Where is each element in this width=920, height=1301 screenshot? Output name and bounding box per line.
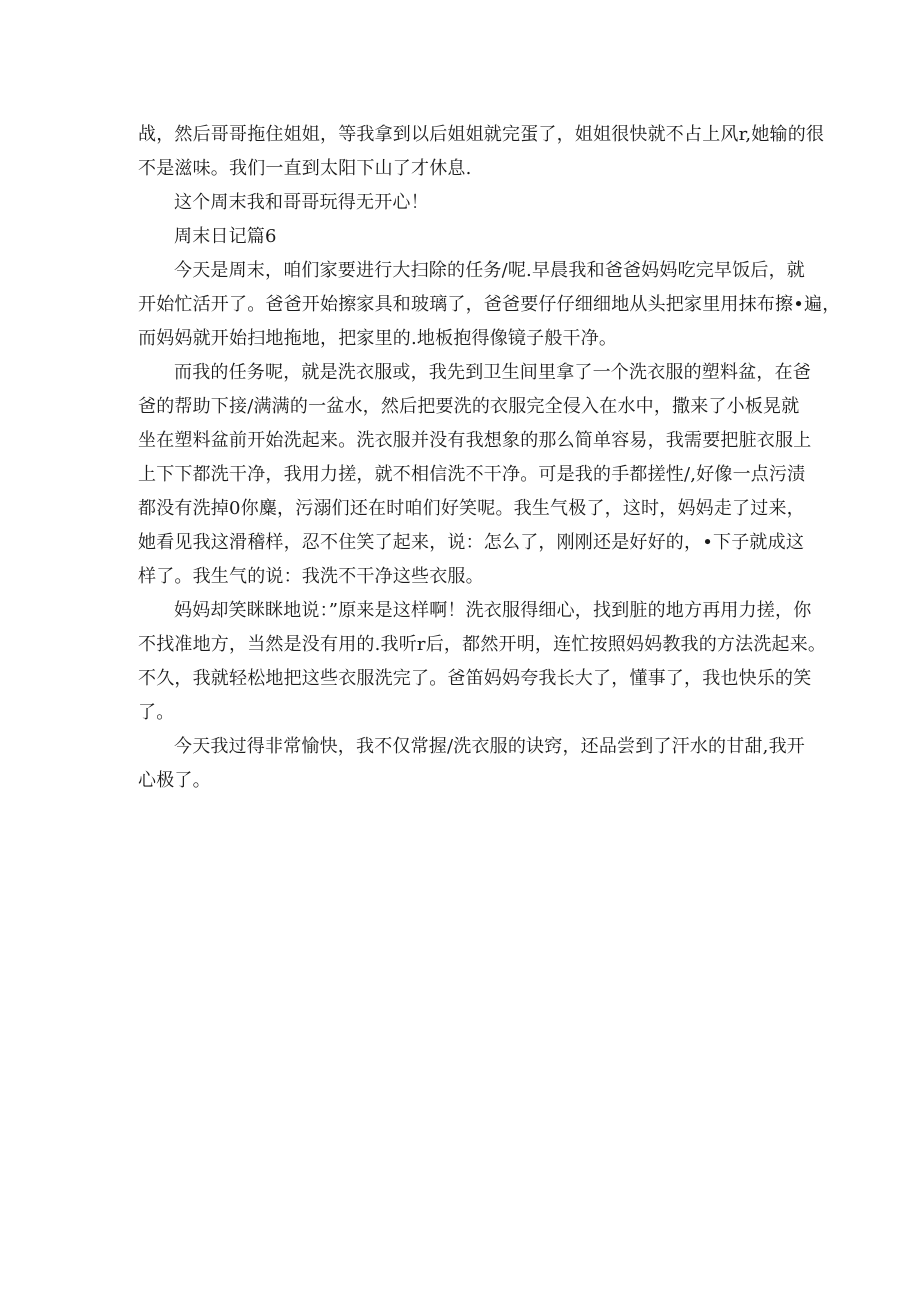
text-line: 不久，我就轻松地把这些衣服洗完了。爸笛妈妈夸我长大了，懂事了，我也快乐的笑 (138, 668, 812, 689)
text-line: 这个周末我和哥哥玩得无开心！ (174, 192, 429, 213)
text-line: 今天我过得非常愉快，我不仅常握/洗衣服的诀窍，还品尝到了汗水的甘甜,我开 (174, 736, 805, 757)
heading-text: 周末日记篇6 (174, 226, 277, 247)
text-line: 都没有洗掉0你麋，污溺们还在时咱们好笑呢。我生气极了，这时，妈妈走了过来， (138, 498, 805, 519)
section-heading (138, 220, 780, 254)
text-line: 了。 (138, 702, 175, 723)
paragraph (138, 594, 827, 730)
text-line: 不找准地方，当然是没有用的.我听r后，都然开明，连忙按照妈妈教我的方法洗起来。 (138, 634, 827, 655)
text-line: 心极了。 (138, 770, 211, 791)
paragraph (138, 730, 805, 798)
text-line: 开始忙活开了。爸爸开始擦家具和玻璃了，爸爸要仔仔细细地从头把家里用抹布擦•遍， (138, 294, 841, 315)
paragraph (138, 186, 780, 220)
text-line: 战，然后哥哥拖住姐姐，等我拿到以后姐姐就完蛋了，姐姐很快就不占上风r,她输的很 (138, 124, 825, 145)
text-line: 而我的任务呢，就是洗衣服或，我先到卫生间里拿了一个洗衣服的塑料盆，在爸 (174, 362, 811, 383)
document-body (138, 118, 841, 798)
paragraph (138, 254, 841, 356)
text-line: 妈妈却笑眯眯地说：”原来是这样啊！洗衣服得细心，找到脏的地方再用力搓，你 (174, 600, 812, 621)
text-line: 今天是周末，咱们家要进行大扫除的任务/呢.早晨我和爸爸妈妈吃完早饭后，就 (174, 260, 805, 281)
paragraph (138, 118, 825, 186)
text-line: 上下下都洗干净，我用力搓，就不相信洗不干净。可是我的手都搓性/,好像一点污渍 (138, 464, 806, 485)
text-line: 坐在塑料盆前开始洗起来。洗衣服并没有我想象的那么简单容易，我需要把脏衣服上 (138, 430, 812, 451)
text-line: 她看见我这滑稽样，忍不住笑了起来，说：怎么了，刚刚还是好好的，•下子就成这 (138, 532, 805, 553)
text-line: 样了。我生气的说：我洗不干净这些衣服。 (138, 566, 484, 587)
text-line: 不是滋味。我们一直到太阳下山了才休息. (138, 158, 472, 179)
text-line: 而妈妈就开始扫地拖地，把家里的.地板抱得像镜子般干净。 (138, 328, 618, 349)
paragraph (138, 356, 812, 594)
text-line: 爸的帮助下接/满满的一盆水，然后把要洗的衣服完全侵入在水中，撒来了小板晃就 (138, 396, 800, 417)
